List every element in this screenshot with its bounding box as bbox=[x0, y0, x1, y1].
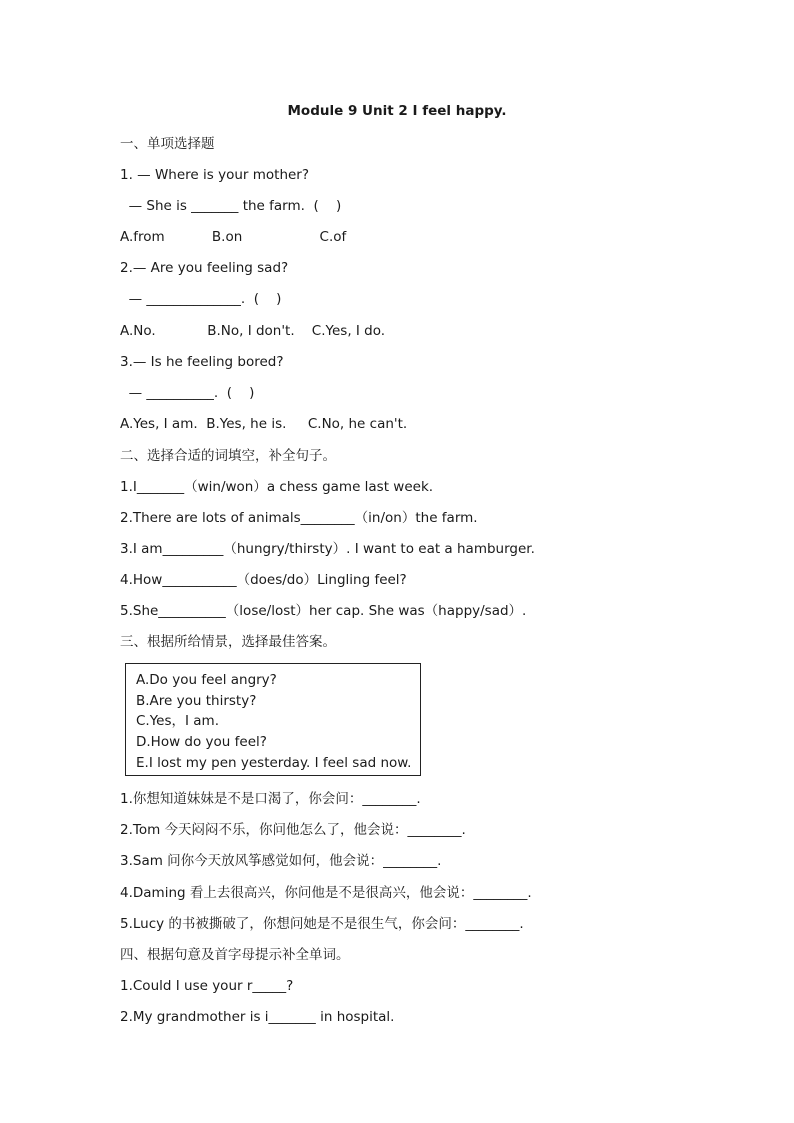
q2-options: A.No. B.No, I don't. C.Yes, I do. bbox=[120, 323, 386, 339]
section3-item: 1.你想知道妹妹是不是口渴了，你会问：________. bbox=[120, 791, 421, 807]
q3-question: 3.— Is he feeling bored? bbox=[120, 354, 284, 370]
section3-item: 3.Sam 问你今天放风筝感觉如何，他会说：________. bbox=[120, 853, 442, 869]
q3-options: A.Yes, I am. B.Yes, he is. C.No, he can't. bbox=[120, 416, 408, 432]
section4-heading: 四、根据句意及首字母提示补全单词。 bbox=[120, 947, 350, 963]
section3-item: 4.Daming 看上去很高兴，你问他是不是很高兴，他会说：________. bbox=[120, 885, 532, 901]
section4-item: 2.My grandmother is i_______ in hospital. bbox=[120, 1009, 395, 1025]
section2-item: 4.How___________（does/do）Lingling feel? bbox=[120, 572, 407, 588]
option-e: E.I lost my pen yesterday. I feel sad now. bbox=[136, 755, 412, 771]
section1-heading: 一、单项选择题 bbox=[120, 136, 215, 152]
options-box bbox=[125, 663, 421, 776]
section2-item: 1.I_______（win/won）a chess game last week. bbox=[120, 479, 434, 495]
option-c: C.Yes，I am. bbox=[136, 713, 219, 729]
q1-options: A.from B.on C.of bbox=[120, 229, 347, 245]
section4-item: 1.Could I use your r_____? bbox=[120, 978, 294, 994]
section3-item: 2.Tom 今天闷闷不乐，你问他怎么了，他会说：________. bbox=[120, 822, 466, 838]
section3-heading: 三、根据所给情景，选择最佳答案。 bbox=[120, 634, 336, 650]
section2-item: 2.There are lots of animals________（in/on）the farm. bbox=[120, 510, 478, 526]
q2-question: 2.— Are you feeling sad? bbox=[120, 260, 289, 276]
option-d: D.How do you feel? bbox=[136, 734, 267, 750]
option-b: B.Are you thirsty? bbox=[136, 693, 257, 709]
q1-question: 1. — Where is your mother? bbox=[120, 167, 310, 183]
option-a: A.Do you feel angry? bbox=[136, 672, 277, 688]
q1-answer-line: — She is _______ the farm. ( ) bbox=[120, 198, 342, 214]
section2-heading: 二、选择合适的词填空，补全句子。 bbox=[120, 448, 336, 464]
q3-answer-line: — __________. ( ) bbox=[120, 385, 255, 401]
page-title: Module 9 Unit 2 I feel happy. bbox=[287, 103, 507, 119]
q2-answer-line: — ______________. ( ) bbox=[120, 291, 282, 307]
section2-item: 5.She__________（lose/lost）her cap. She was（happy/sad）. bbox=[120, 603, 527, 619]
section2-item: 3.I am_________（hungry/thirsty）. I want to eat a hamburger. bbox=[120, 541, 535, 557]
section3-item: 5.Lucy 的书被撕破了，你想问她是不是很生气，你会问：________. bbox=[120, 916, 524, 932]
